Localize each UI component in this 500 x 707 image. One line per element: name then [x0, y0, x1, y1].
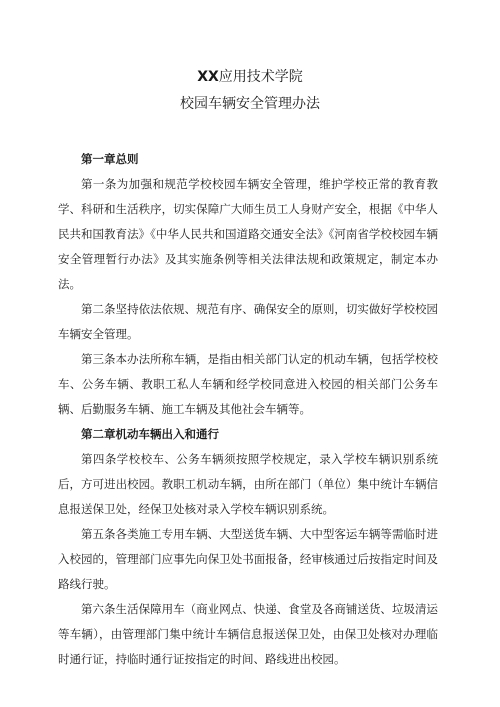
document-body — [58, 147, 438, 672]
chapter-heading: 第一章总则 — [81, 152, 139, 166]
document-title-line2: 校园车辆安全管理办法 — [180, 96, 320, 112]
article-paragraph: 第六条生活保障用车（商业网点、快递、食堂及各商铺送货、垃圾清运等车辆），由管理部门集中统计车辆信息报送保卫处，由保卫处核对办理临时通行证，持临时通行证按指定的时间、路线进出校园。 — [58, 602, 438, 666]
article-paragraph: 第五条各类施工专用车辆、大型送货车辆、大中型客运车辆等需临时进入校园的，管理部门应事先向保卫处书面报备，经审核通过后按指定时间及路线行驶。 — [58, 527, 438, 591]
article-paragraph: 第一条为加强和规范学校校园车辆安全管理，维护学校正常的教育教学、科研和生活秩序，切实保障广大师生员工人身财产安全，根据《中华人民共和国教育法》《中华人民共和国道路交通安全法》《河南省学校校园车辆安全管理暂行办法》及其实施条例等相关法律法规和政策规定，制定本办法。 — [58, 177, 438, 291]
title-line1-rest: 应用技术学院 — [218, 69, 303, 85]
chapter-heading: 第二章机动车辆出入和通行 — [81, 427, 219, 441]
article-paragraph: 第三条本办法所称车辆，是指由相关部门认定的机动车辆，包括学校校车、公务车辆、教职工私人车辆和经学校同意进入校园的相关部门公务车辆、后勤服务车辆、施工车辆及其他社会车辆等。 — [58, 352, 438, 416]
article-paragraph: 第二条坚持依法依规、规范有序、确保安全的原则，切实做好学校校园车辆安全管理。 — [58, 302, 438, 341]
document-title-line1 — [0, 67, 500, 87]
title-prefix: XX — [197, 69, 219, 85]
article-paragraph: 第四条学校校车、公务车辆须按照学校规定，录入学校车辆识别系统后，方可进出校园。教职工机动车辆，由所在部门（单位）集中统计车辆信息报送保卫处，经保卫处核对录入学校车辆识别系统。 — [58, 452, 438, 516]
